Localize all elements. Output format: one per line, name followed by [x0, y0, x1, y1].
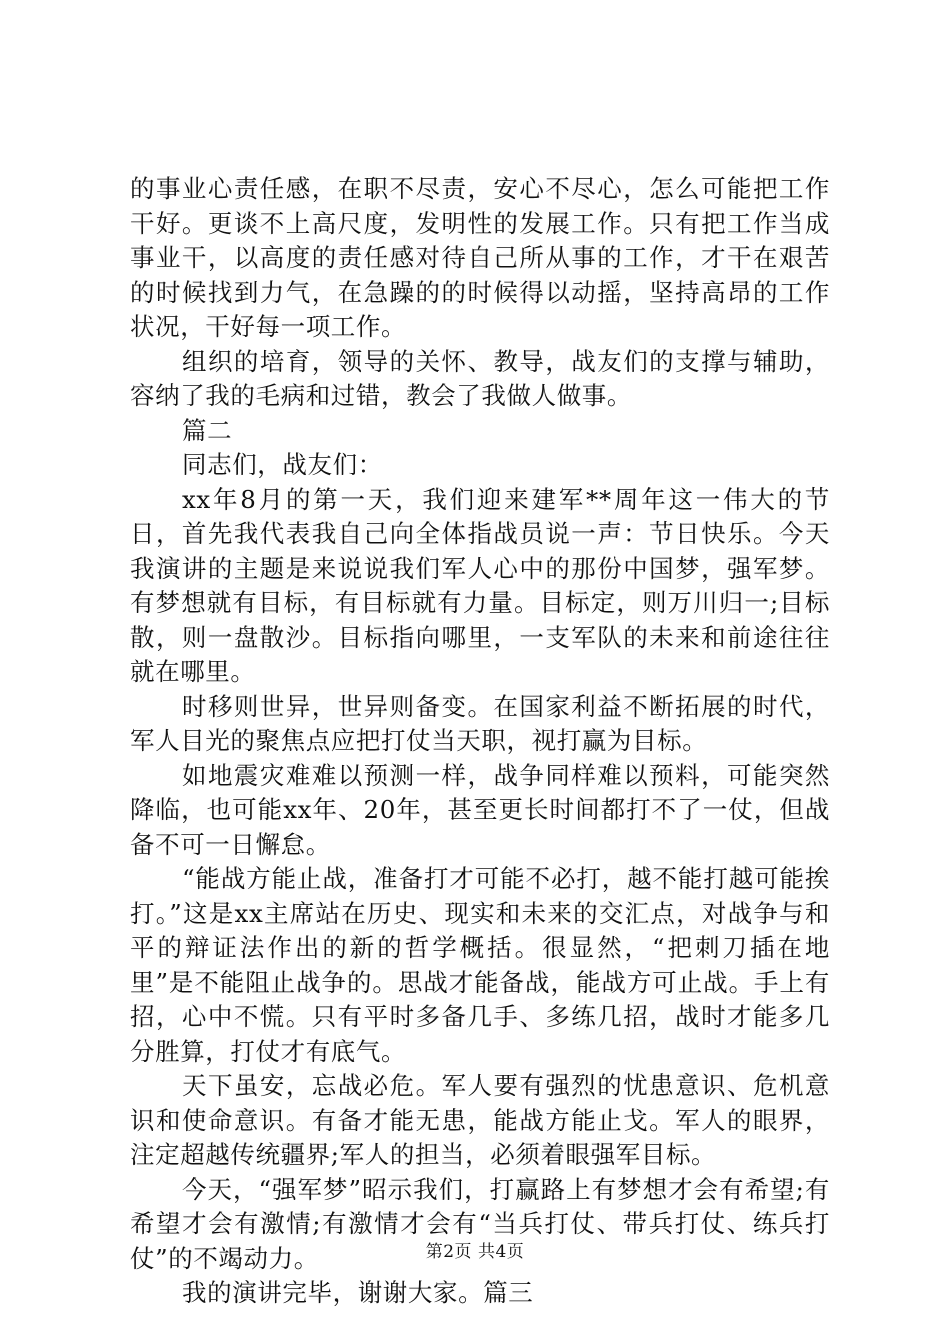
page-number: 第2页 共4页	[425, 1242, 525, 1262]
paragraph: 的事业心责任感，在职不尽责，安心不尽心，怎么可能把工作干好。更谈不上高尺度，发明性的发展工作。只有把工作当成事业干，以高度的责任感对待自己所从事的工作，才干在艰苦的时候找到力气，在急躁的的时候得以动摇，坚持高昂的工作状况，干好每一项工作。	[130, 174, 830, 341]
paragraph: 今天，“强军梦”昭示我们，打赢路上有梦想才会有希望;有希望才会有激情;有激情才会有“当兵打仗、带兵打仗、练兵打仗”的不竭动力。	[130, 1174, 830, 1273]
document-body	[130, 172, 830, 1311]
paragraph: xx年8月的第一天，我们迎来建军**周年这一伟大的节日，首先我代表我自己向全体指战员说一声：节日快乐。今天我演讲的主题是来说说我们军人心中的那份中国梦，强军梦。有梦想就有目标，有目标就有力量。目标定，则万川归一;目标散，则一盘散沙。目标指向哪里，一支军队的未来和前途往往就在哪里。	[130, 484, 830, 686]
paragraph: 我的演讲完毕，谢谢大家。篇三	[182, 1278, 534, 1307]
paragraph: 组织的培育，领导的关怀、教导，战友们的支撑与辅助，容纳了我的毛病和过错，教会了我做人做事。	[130, 346, 830, 410]
paragraph: 时移则世异，世异则备变。在国家利益不断拓展的时代，军人目光的聚焦点应把打仗当天职，视打赢为目标。	[130, 691, 830, 755]
page-footer	[0, 1237, 950, 1262]
section-heading: 篇二	[182, 415, 233, 445]
paragraph: 天下虽安，忘战必危。军人要有强烈的忧患意识、危机意识和使命意识。有备才能无患，能战方能止戈。军人的眼界，注定超越传统疆界;军人的担当，必须着眼强军目标。	[130, 1071, 830, 1169]
paragraph: 如地震灾难难以预测一样，战争同样难以预料，可能突然降临，也可能xx年、20年，甚至更长时间都打不了一仗，但战备不可一日懈怠。	[130, 760, 830, 859]
salutation: 同志们，战友们：	[182, 450, 383, 479]
paragraph: “能战方能止战，准备打才可能不必打，越不能打越可能挨打。”这是xx主席站在历史、现实和未来的交汇点，对战争与和平的辩证法作出的新的哲学概括。很显然，“把刺刀插在地里”是不能阻止战争的。思战才能备战，能战方可止战。手上有招，心中不慌。只有平时多备几手、多练几招，战时才能多几分胜算，打仗才有底气。	[130, 864, 830, 1066]
